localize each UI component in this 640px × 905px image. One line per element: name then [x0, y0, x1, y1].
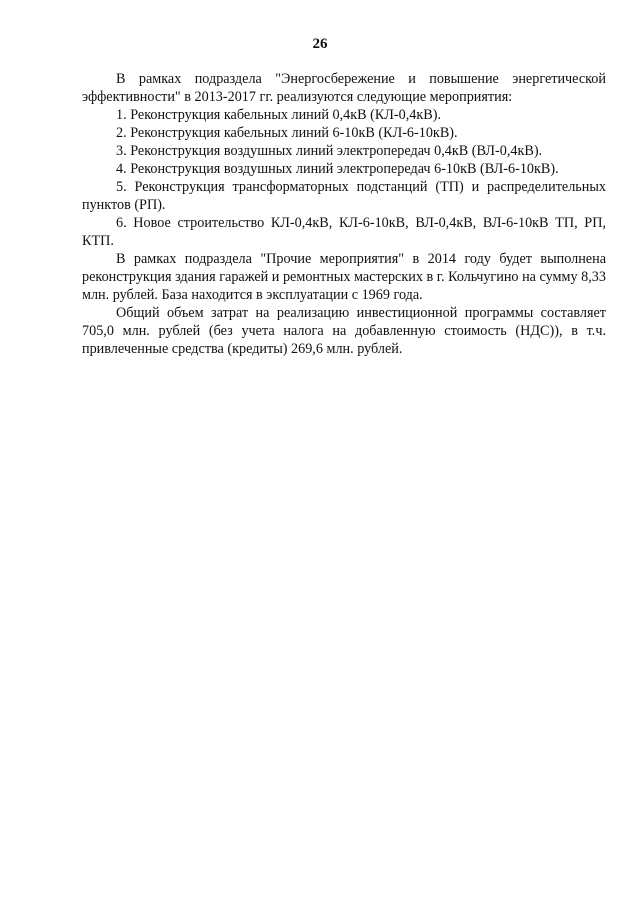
- list-item-3: 3. Реконструкция воздушных линий электропередач 0,4кВ (ВЛ-0,4кВ).: [116, 143, 543, 159]
- paragraph-total-costs: Общий объем затрат на реализацию инвестиционной программы составляет 705,0 млн. рублей (без учета налога на добавленную стоимость (НДС)), в т.ч. привлеченные средства (кредиты) 269,6 млн. рублей.: [82, 305, 606, 357]
- paragraph-intro: В рамках подраздела "Энергосбережение и повышение энергетической эффективности" в 2013-2017 гг. реализуются следующие мероприятия:: [82, 71, 606, 105]
- document-body: [82, 70, 606, 358]
- list-item-2: 2. Реконструкция кабельных линий 6-10кВ (КЛ-6-10кВ).: [116, 125, 458, 141]
- list-item-6: 6. Новое строительство КЛ-0,4кВ, КЛ-6-10кВ, ВЛ-0,4кВ, ВЛ-6-10кВ ТП, РП, КТП.: [82, 215, 606, 249]
- list-item-4: 4. Реконструкция воздушных линий электропередач 6-10кВ (ВЛ-6-10кВ).: [116, 161, 559, 177]
- list-item-5: 5. Реконструкция трансформаторных подстанций (ТП) и распределительных пунктов (РП).: [82, 179, 606, 213]
- page-number: 26: [312, 36, 328, 52]
- list-item-1: 1. Реконструкция кабельных линий 0,4кВ (КЛ-0,4кВ).: [116, 107, 442, 123]
- paragraph-other-measures: В рамках подраздела "Прочие мероприятия" в 2014 году будет выполнена реконструкция здания гаражей и ремонтных мастерских в г. Кольчугино на сумму 8,33 млн. рублей. База находится в эксплуатации с 1969 года.: [82, 251, 606, 303]
